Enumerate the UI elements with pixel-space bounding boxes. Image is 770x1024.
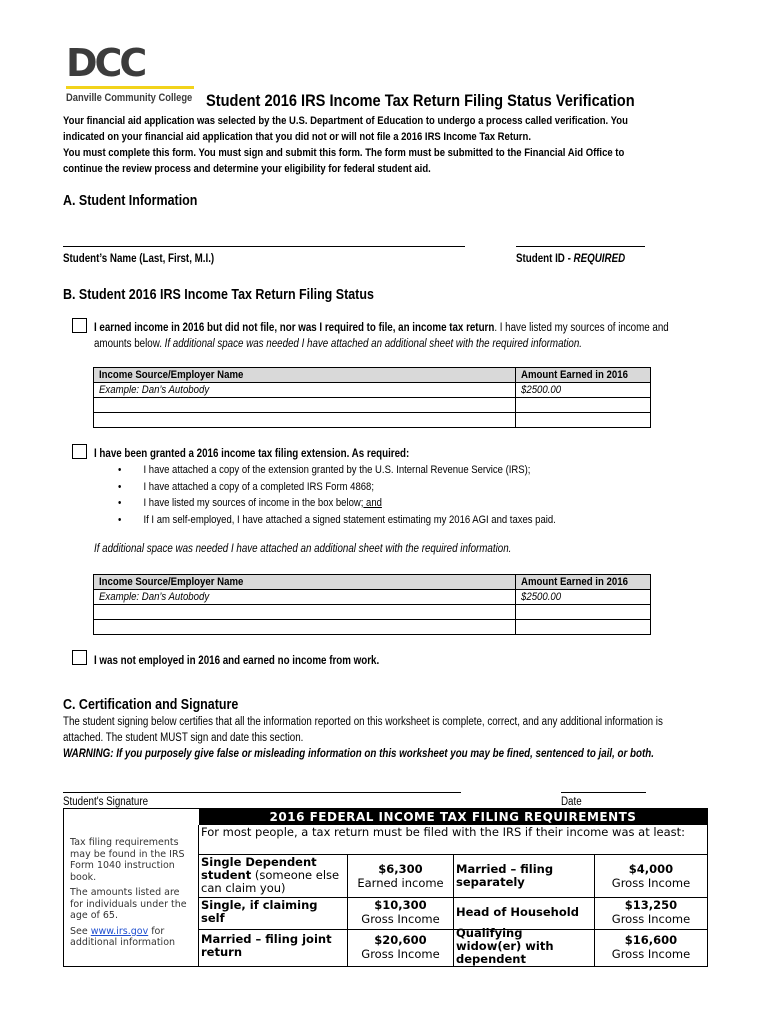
sidebar-note: Tax filing requirements may be found in the IRS Form 1040 instruction book. [70, 837, 185, 883]
column-header: Income Source/Employer Name [94, 575, 516, 590]
table-cell-input[interactable] [94, 620, 516, 635]
option1-text: I earned income in 2016 but did not file, nor was I required to file, an income tax return. I have listed my sources of income and [94, 322, 669, 334]
column-header: Income Source/Employer Name [94, 368, 516, 383]
warning-text: WARNING: If you purposely give false or misleading information on this worksheet you may be fined, sentenced to jail, or both. [63, 748, 654, 760]
column-header: Amount Earned in 2016 [515, 368, 650, 383]
requirements-header: 2016 FEDERAL INCOME TAX FILING REQUIREMENTS [199, 809, 707, 825]
bullet-item: • I have attached a copy of a completed IRS Form 4868; [118, 479, 556, 496]
logo-accent-bar [66, 86, 194, 89]
bullet-item: • I have attached a copy of the extension granted by the U.S. Internal Revenue Service (IRS); [118, 462, 556, 479]
status-cell: Single, if claiming self [201, 898, 318, 925]
irs-link[interactable]: www.irs.gov [90, 925, 149, 937]
table-cell: Example: Dan’s Autobody [94, 590, 516, 605]
option1-checkbox[interactable] [72, 318, 87, 333]
amount-cell: $20,600 [374, 933, 427, 947]
option2-text: I have been granted a 2016 income tax filing extension. As required: [94, 448, 410, 460]
table-cell-input[interactable] [515, 620, 650, 635]
table-cell-input[interactable] [94, 413, 516, 428]
income-type-cell: Gross Income [611, 876, 691, 890]
status-cell: Single Dependent student (someone else can claim you) [201, 855, 340, 895]
date-label: Date [561, 796, 582, 808]
table-cell: Example: Dan’s Autobody [94, 383, 516, 398]
option3-checkbox[interactable] [72, 650, 87, 665]
student-id-label: Student ID - REQUIRED [516, 253, 626, 265]
amount-cell: $4,000 [628, 862, 674, 876]
status-cell: Head of Household [456, 905, 579, 919]
income-table-1 [93, 367, 651, 428]
certification-text: attached. The student MUST sign and date this section. [63, 732, 304, 744]
section-b-heading: B. Student 2016 IRS Income Tax Return Filing Status [63, 287, 374, 303]
amount-cell: $13,250 [624, 898, 678, 912]
requirements-sidebar [64, 825, 199, 966]
status-cell: Qualifying widow(er) with dependent [456, 926, 554, 966]
filing-requirements-table [63, 808, 708, 967]
section-c-heading: C. Certification and Signature [63, 697, 239, 713]
intro-line: continue the review process and determine your eligibility for federal student aid. [63, 163, 431, 175]
form-title: Student 2016 IRS Income Tax Return Filing Status Verification [206, 91, 635, 110]
income-type-cell: Earned income [357, 876, 444, 890]
intro-line: indicated on your financial aid application that you did not or will not file a 2016 IRS Income Tax Return. [63, 131, 531, 143]
intro-line: Your financial aid application was selected by the U.S. Department of Education to undergo a process called verification. You [63, 115, 628, 127]
income-type-cell: Gross Income [611, 912, 691, 926]
section-a-heading: A. Student Information [63, 193, 198, 209]
table-cell: $2500.00 [515, 383, 650, 398]
college-name: Danville Community College [66, 92, 193, 104]
signature-label: Student's Signature [63, 796, 149, 808]
signature-field[interactable] [63, 792, 461, 793]
table-cell-input[interactable] [94, 605, 516, 620]
table-cell-input[interactable] [515, 398, 650, 413]
sidebar-note: The amounts listed are for individuals under the age of 65. [70, 887, 187, 921]
option1-text-line2: amounts below. If additional space was needed I have attached an additional sheet with the required information. [94, 338, 582, 350]
bullet-item: • I have listed my sources of income in the box below; and [118, 495, 556, 512]
requirements-bullet-list [118, 462, 556, 528]
table-cell-input[interactable] [515, 413, 650, 428]
student-name-field[interactable] [63, 246, 465, 247]
column-header: Amount Earned in 2016 [515, 575, 650, 590]
table-cell: $2500.00 [515, 590, 650, 605]
bullet-item: • If I am self-employed, I have attached a signed statement estimating my 2016 AGI and taxes paid. [118, 512, 556, 529]
income-type-cell: Gross Income [361, 912, 440, 926]
sidebar-note: See www.irs.gov for additional information [70, 925, 176, 948]
amount-cell: $16,600 [624, 933, 678, 947]
college-logo: DCC [66, 41, 145, 85]
certification-text: The student signing below certifies that all the information reported on this worksheet is complete, correct, and any additional information is [63, 716, 663, 728]
date-field[interactable] [561, 792, 646, 793]
student-id-field[interactable] [516, 246, 645, 247]
status-cell: Married – filing separately [456, 862, 554, 889]
status-cell: Married – filing joint return [201, 932, 332, 959]
table-cell-input[interactable] [515, 605, 650, 620]
income-table-2 [93, 574, 651, 635]
amount-cell: $6,300 [378, 862, 423, 876]
requirements-intro: For most people, a tax return must be filed with the IRS if their income was at least: [201, 825, 686, 839]
additional-sheet-note: If additional space was needed I have attached an additional sheet with the required information. [94, 543, 512, 555]
amount-cell: $10,300 [374, 898, 427, 912]
intro-line: You must complete this form. You must sign and submit this form. The form must be submitted to the Financial Aid Office to [63, 147, 625, 159]
intro-text [63, 113, 701, 177]
table-cell-input[interactable] [94, 398, 516, 413]
income-type-cell: Gross Income [361, 947, 440, 961]
income-type-cell: Gross Income [611, 947, 691, 961]
option2-checkbox[interactable] [72, 444, 87, 459]
student-name-label: Student’s Name (Last, First, M.I.) [63, 253, 215, 265]
option3-text: I was not employed in 2016 and earned no income from work. [94, 655, 380, 667]
